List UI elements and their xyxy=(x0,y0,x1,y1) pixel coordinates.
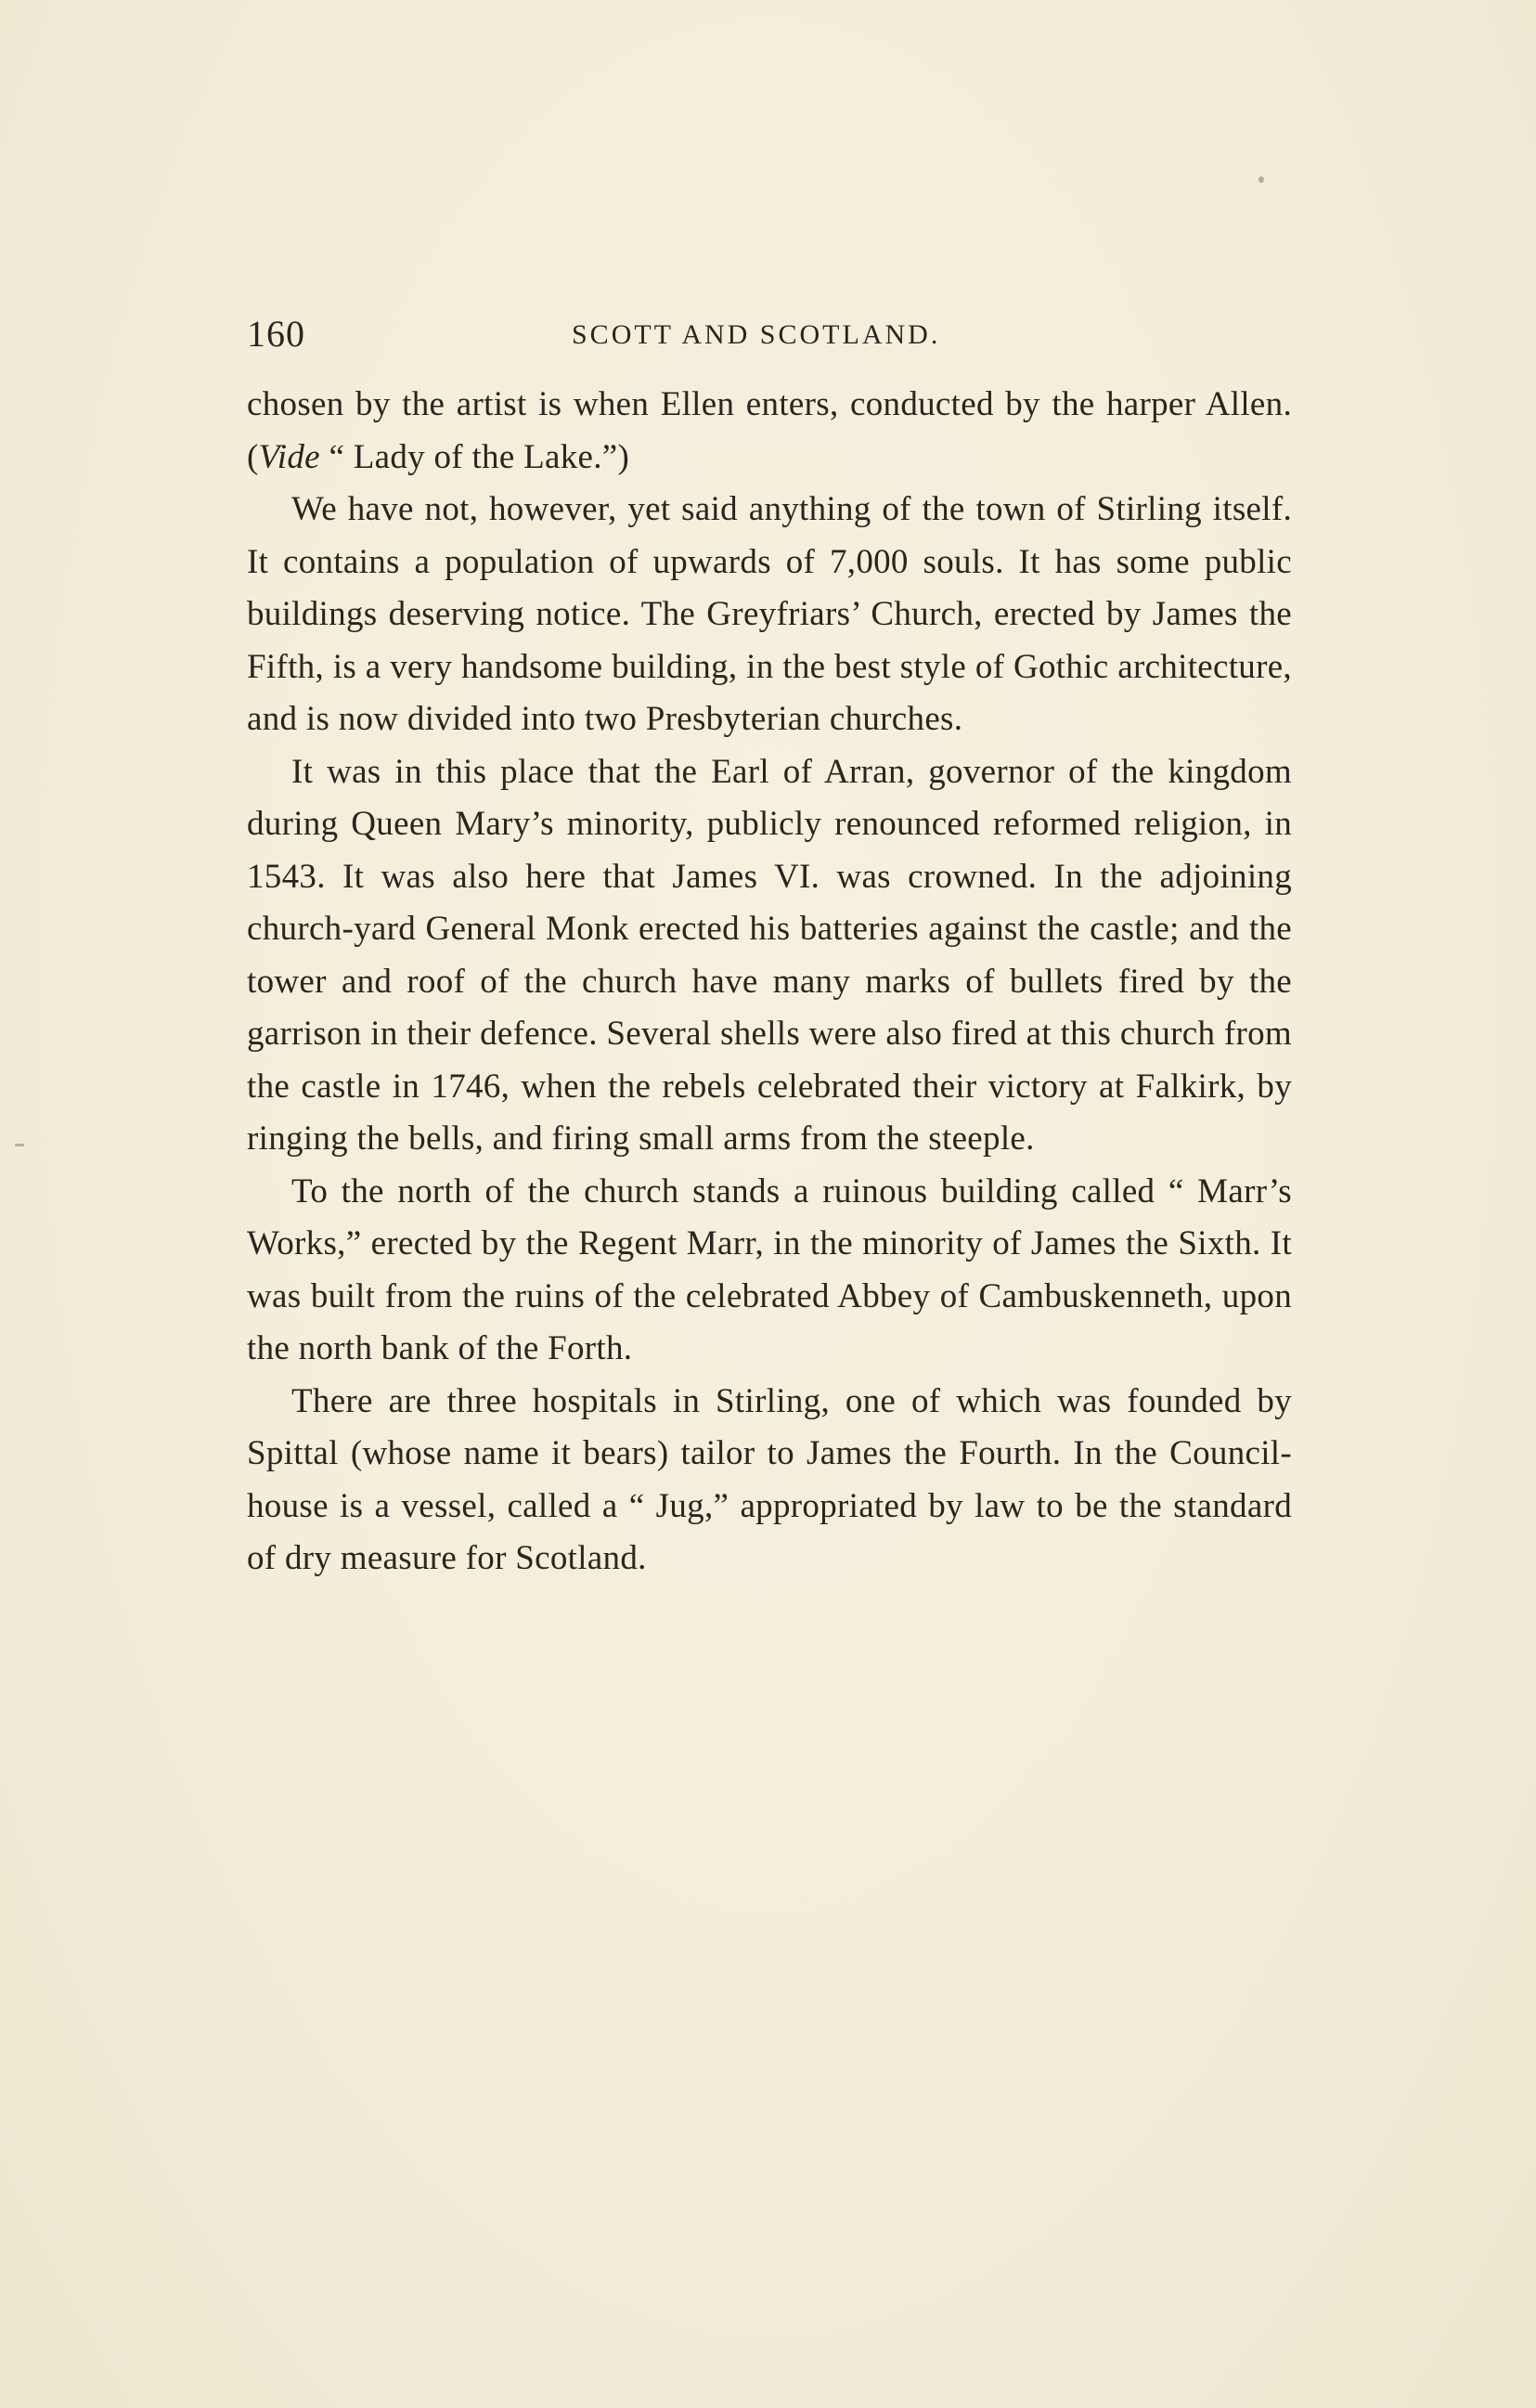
paragraph-3: It was in this place that the Earl of Arran, governor of the kingdom during Queen Mary’s minority, publicly renounced reformed religion, in 1543. It was also here that James VI. was crowned. In the adjoining church-yard General Monk erected his batteries against the castle; and the tower and roof of the church have many marks of bullets fired by the garrison in their defence. Several shells were also fired at this church from the castle in 1746, when the rebels celebrated their victory at Falkirk, by ringing the bells, and firing small arms from the steeple. xyxy=(247,752,1292,1158)
page-number: 160 xyxy=(247,313,305,355)
paragraph-2: We have not, however, yet said anything of the town of Stirling itself. It contains a population of upwards of 7,000 souls. It has some public buildings deserving notice. The Greyfriars’ Church, erected by James the Fifth, is a very handsome building, in the best style of Gothic architecture, and is now divided into two Presbyterian churches. xyxy=(247,490,1292,738)
paragraph-5: There are three hospitals in Stirling, one of which was founded by Spittal (whose name it bears) tailor to James the Fourth. In the Council-house is a vessel, called a “ Jug,” appropriated by law to be the standard of dry measure for Scotland. xyxy=(247,1381,1292,1577)
paragraph-1-text: chosen by the artist is when Ellen enters, conducted by the harper Allen. ( xyxy=(247,385,1292,476)
paper-speck xyxy=(1258,176,1264,183)
paper-speck xyxy=(15,1144,24,1146)
paragraph-1-italic: Vide xyxy=(258,437,320,476)
paragraph-1 xyxy=(247,379,1292,484)
paragraph-4: To the north of the church stands a ruinous building called “ Marr’s Works,” erected by the Regent Marr, in the minority of James the Sixth. It was built from the ruins of the celebrated Abbey of Cambuskenneth, upon the north bank of the Forth. xyxy=(247,1172,1292,1367)
page-header xyxy=(247,308,1296,364)
paragraph-1-text-end: “ Lady of the Lake.”) xyxy=(319,437,630,476)
running-head: SCOTT AND SCOTLAND. xyxy=(572,319,941,350)
body-text xyxy=(247,379,1292,1586)
